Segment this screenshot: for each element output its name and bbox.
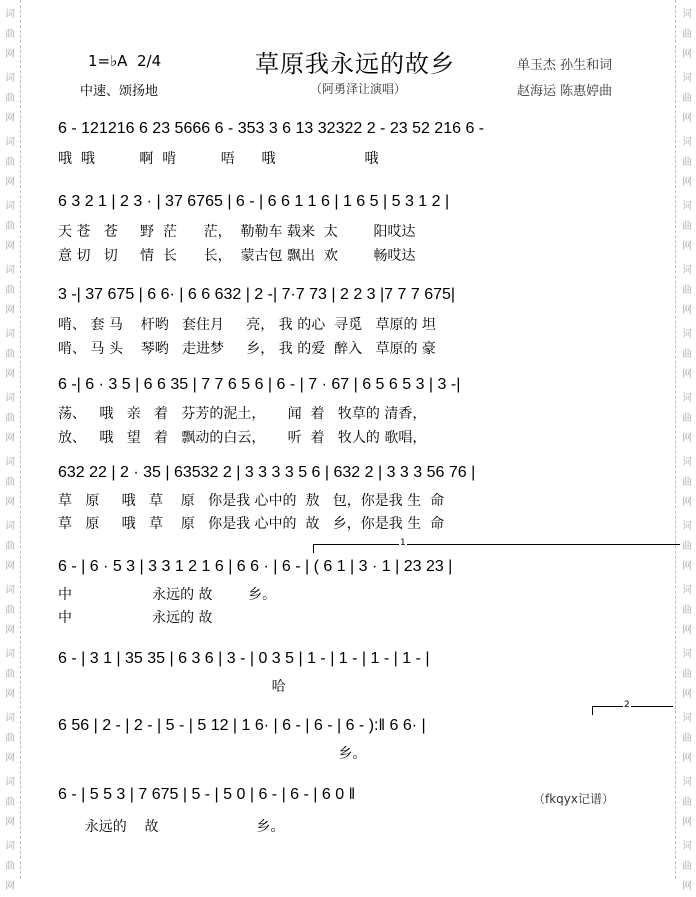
watermark-char: 曲 [5, 861, 15, 872]
lyric-line: 草 原 哦 草 原 你是我 心中的 敖 包，你是我 生 命 [58, 493, 445, 509]
watermark-char: 网 [5, 177, 15, 188]
watermark-char: 曲 [5, 221, 15, 232]
watermark-char: 曲 [682, 413, 692, 424]
volta-label: 2 [624, 700, 630, 710]
watermark-char: 词 [682, 265, 692, 276]
lyric-line: 哦 哦 啊 啃 唔 哦 哦 [58, 151, 379, 167]
lyric-line: 乡。 [58, 746, 367, 762]
lyric-line: 草 原 哦 草 原 你是我 心中的 故 乡，你是我 生 命 [58, 516, 445, 532]
lyric-line: 哈 [58, 679, 286, 695]
watermark-char: 词 [682, 393, 692, 404]
watermark-char: 曲 [5, 669, 15, 680]
watermark-char: 曲 [5, 285, 15, 296]
watermark-char: 曲 [682, 93, 692, 104]
watermark-left [0, 0, 21, 892]
watermark-char: 曲 [682, 221, 692, 232]
lyric-line: 中 永远的 故 [58, 610, 213, 626]
watermark-char: 词 [5, 9, 15, 20]
watermark-char: 词 [5, 329, 15, 340]
watermark-char: 网 [682, 625, 692, 636]
volta-1 [313, 538, 680, 553]
watermark-char: 网 [682, 305, 692, 316]
watermark-char: 曲 [5, 157, 15, 168]
watermark-char: 词 [5, 73, 15, 84]
key-signature: 1=♭A 2/4 [88, 52, 162, 70]
watermark-char: 词 [682, 777, 692, 788]
transcriber-note: （fkqyx记谱） [533, 792, 614, 806]
watermark-char: 词 [682, 713, 692, 724]
watermark-char: 词 [5, 713, 15, 724]
notation-line: 3 -| 37 675 | 6 6· | 6 6 632 | 2 -| 7·7 73 | 2 2 3 |7 7 7 675| [58, 286, 456, 303]
watermark-char: 曲 [5, 733, 15, 744]
watermark-char: 词 [682, 649, 692, 660]
watermark-char: 网 [682, 497, 692, 508]
watermark-char: 曲 [682, 861, 692, 872]
lyricist: 单玉杰 孙生和词 [517, 58, 613, 73]
watermark-char: 曲 [682, 797, 692, 808]
watermark-char: 曲 [5, 605, 15, 616]
watermark-char: 词 [5, 457, 15, 468]
watermark-char: 网 [682, 433, 692, 444]
watermark-char: 网 [5, 369, 15, 380]
watermark-char: 网 [5, 625, 15, 636]
watermark-char: 词 [5, 265, 15, 276]
watermark-char: 网 [5, 497, 15, 508]
lyric-line: 荡、 哦 亲 着 芬芳的泥土， 闻 着 牧草的 清香， [58, 406, 427, 422]
watermark-char: 网 [5, 241, 15, 252]
notation-line: 632 22 | 2 · 35 | 63532 2 | 3 3 3 3 5 6 | 632 2 | 3 3 3 56 76 | [58, 464, 476, 481]
lyric-line: 意 切 切 情 长 长， 蒙古包 飘出 欢 畅哎达 [58, 248, 416, 264]
watermark-char: 曲 [5, 29, 15, 40]
volta-2 [592, 700, 673, 715]
notation-line: 6 - | 6 · 5 3 | 3 3 1 2 1 6 | 6 6 · | 6 - | ( 6 1 | 3 · 1 | 23 23 | [58, 558, 453, 575]
watermark-char: 网 [682, 49, 692, 60]
watermark-char: 词 [682, 457, 692, 468]
lyric-line: 天 苍 苍 野 茫 茫， 勒勒车 载来 太 阳哎达 [58, 224, 416, 240]
singer: （阿勇泽让演唱） [310, 82, 407, 96]
watermark-char: 网 [5, 689, 15, 700]
tempo-marking: 中速、颂扬地 [80, 84, 159, 99]
watermark-char: 网 [5, 561, 15, 572]
lyric-line: 啃、 马 头 琴哟 走进梦 乡， 我 的爱 醉入 草原的 豪 [58, 341, 436, 357]
watermark-char: 网 [682, 561, 692, 572]
watermark-char: 网 [682, 113, 692, 124]
notation-line: 6 - 121216 6 23 5666 6 - 353 3 6 13 32322 2 - 23 52 216 6 - [58, 120, 485, 137]
watermark-char: 词 [682, 521, 692, 532]
watermark-char: 词 [5, 521, 15, 532]
watermark-char: 曲 [682, 605, 692, 616]
volta-label: 1 [400, 538, 406, 548]
watermark-char: 曲 [682, 157, 692, 168]
watermark-char: 曲 [682, 733, 692, 744]
watermark-char: 词 [682, 201, 692, 212]
watermark-char: 网 [682, 689, 692, 700]
watermark-char: 网 [682, 817, 692, 828]
watermark-char: 词 [682, 585, 692, 596]
watermark-char: 曲 [5, 797, 15, 808]
notation-line: 6 - | 3 1 | 35 35 | 6 3 6 | 3 - | 0 3 5 | 1 - | 1 - | 1 - | 1 - | [58, 650, 430, 667]
watermark-char: 词 [5, 201, 15, 212]
lyric-line: 放、 哦 望 着 飘动的白云， 听 着 牧人的 歌唱， [58, 430, 427, 446]
notation-line: 6 56 | 2 - | 2 - | 5 - | 5 12 | 1 6· | 6 - | 6 - | 6 - ):‖ 6 6· | [58, 717, 426, 734]
watermark-char: 词 [5, 585, 15, 596]
watermark-char: 曲 [5, 349, 15, 360]
watermark-char: 网 [682, 881, 692, 892]
watermark-char: 曲 [682, 29, 692, 40]
watermark-char: 词 [5, 137, 15, 148]
watermark-char: 网 [5, 305, 15, 316]
watermark-char: 曲 [682, 477, 692, 488]
song-title: 草原我永远的故乡 [255, 50, 455, 78]
watermark-char: 曲 [5, 541, 15, 552]
notation-line: 6 -| 6 · 3 5 | 6 6 35 | 7 7 6 5 6 | 6 - | 7 · 67 | 6 5 6 5 3 | 3 -| [58, 376, 461, 393]
watermark-char: 网 [5, 881, 15, 892]
watermark-char: 词 [682, 841, 692, 852]
watermark-char: 曲 [682, 541, 692, 552]
watermark-char: 网 [682, 177, 692, 188]
watermark-char: 网 [5, 753, 15, 764]
composer: 赵海运 陈惠婷曲 [517, 84, 613, 99]
watermark-char: 网 [5, 817, 15, 828]
watermark-char: 词 [682, 329, 692, 340]
notation-line: 6 3 2 1 | 2 3 · | 37 6765 | 6 - | 6 6 1 1 6 | 1 6 5 | 5 3 1 2 | [58, 193, 450, 210]
watermark-char: 网 [5, 433, 15, 444]
lyric-line: 中 永远的 故 乡。 [58, 587, 277, 603]
watermark-char: 曲 [5, 413, 15, 424]
watermark-char: 词 [682, 9, 692, 20]
lyric-line: 啃、 套 马 杆哟 套住月 亮， 我 的心 寻觅 草原的 坦 [58, 317, 436, 333]
watermark-char: 曲 [682, 285, 692, 296]
lyric-line: 永远的 故 乡。 [58, 819, 285, 835]
watermark-char: 网 [5, 49, 15, 60]
watermark-char: 曲 [5, 477, 15, 488]
watermark-char: 曲 [682, 349, 692, 360]
notation-line: 6 - | 5 5 3 | 7 675 | 5 - | 5 0 | 6 - | 6 - | 6 0 ‖ [58, 786, 356, 803]
watermark-char: 词 [5, 841, 15, 852]
watermark-right [675, 0, 696, 892]
watermark-char: 网 [682, 241, 692, 252]
watermark-char: 词 [5, 649, 15, 660]
watermark-char: 网 [682, 369, 692, 380]
watermark-char: 词 [5, 393, 15, 404]
watermark-char: 曲 [682, 669, 692, 680]
watermark-char: 词 [5, 777, 15, 788]
watermark-char: 网 [5, 113, 15, 124]
watermark-char: 曲 [5, 93, 15, 104]
watermark-char: 词 [682, 73, 692, 84]
watermark-char: 词 [682, 137, 692, 148]
watermark-char: 网 [682, 753, 692, 764]
